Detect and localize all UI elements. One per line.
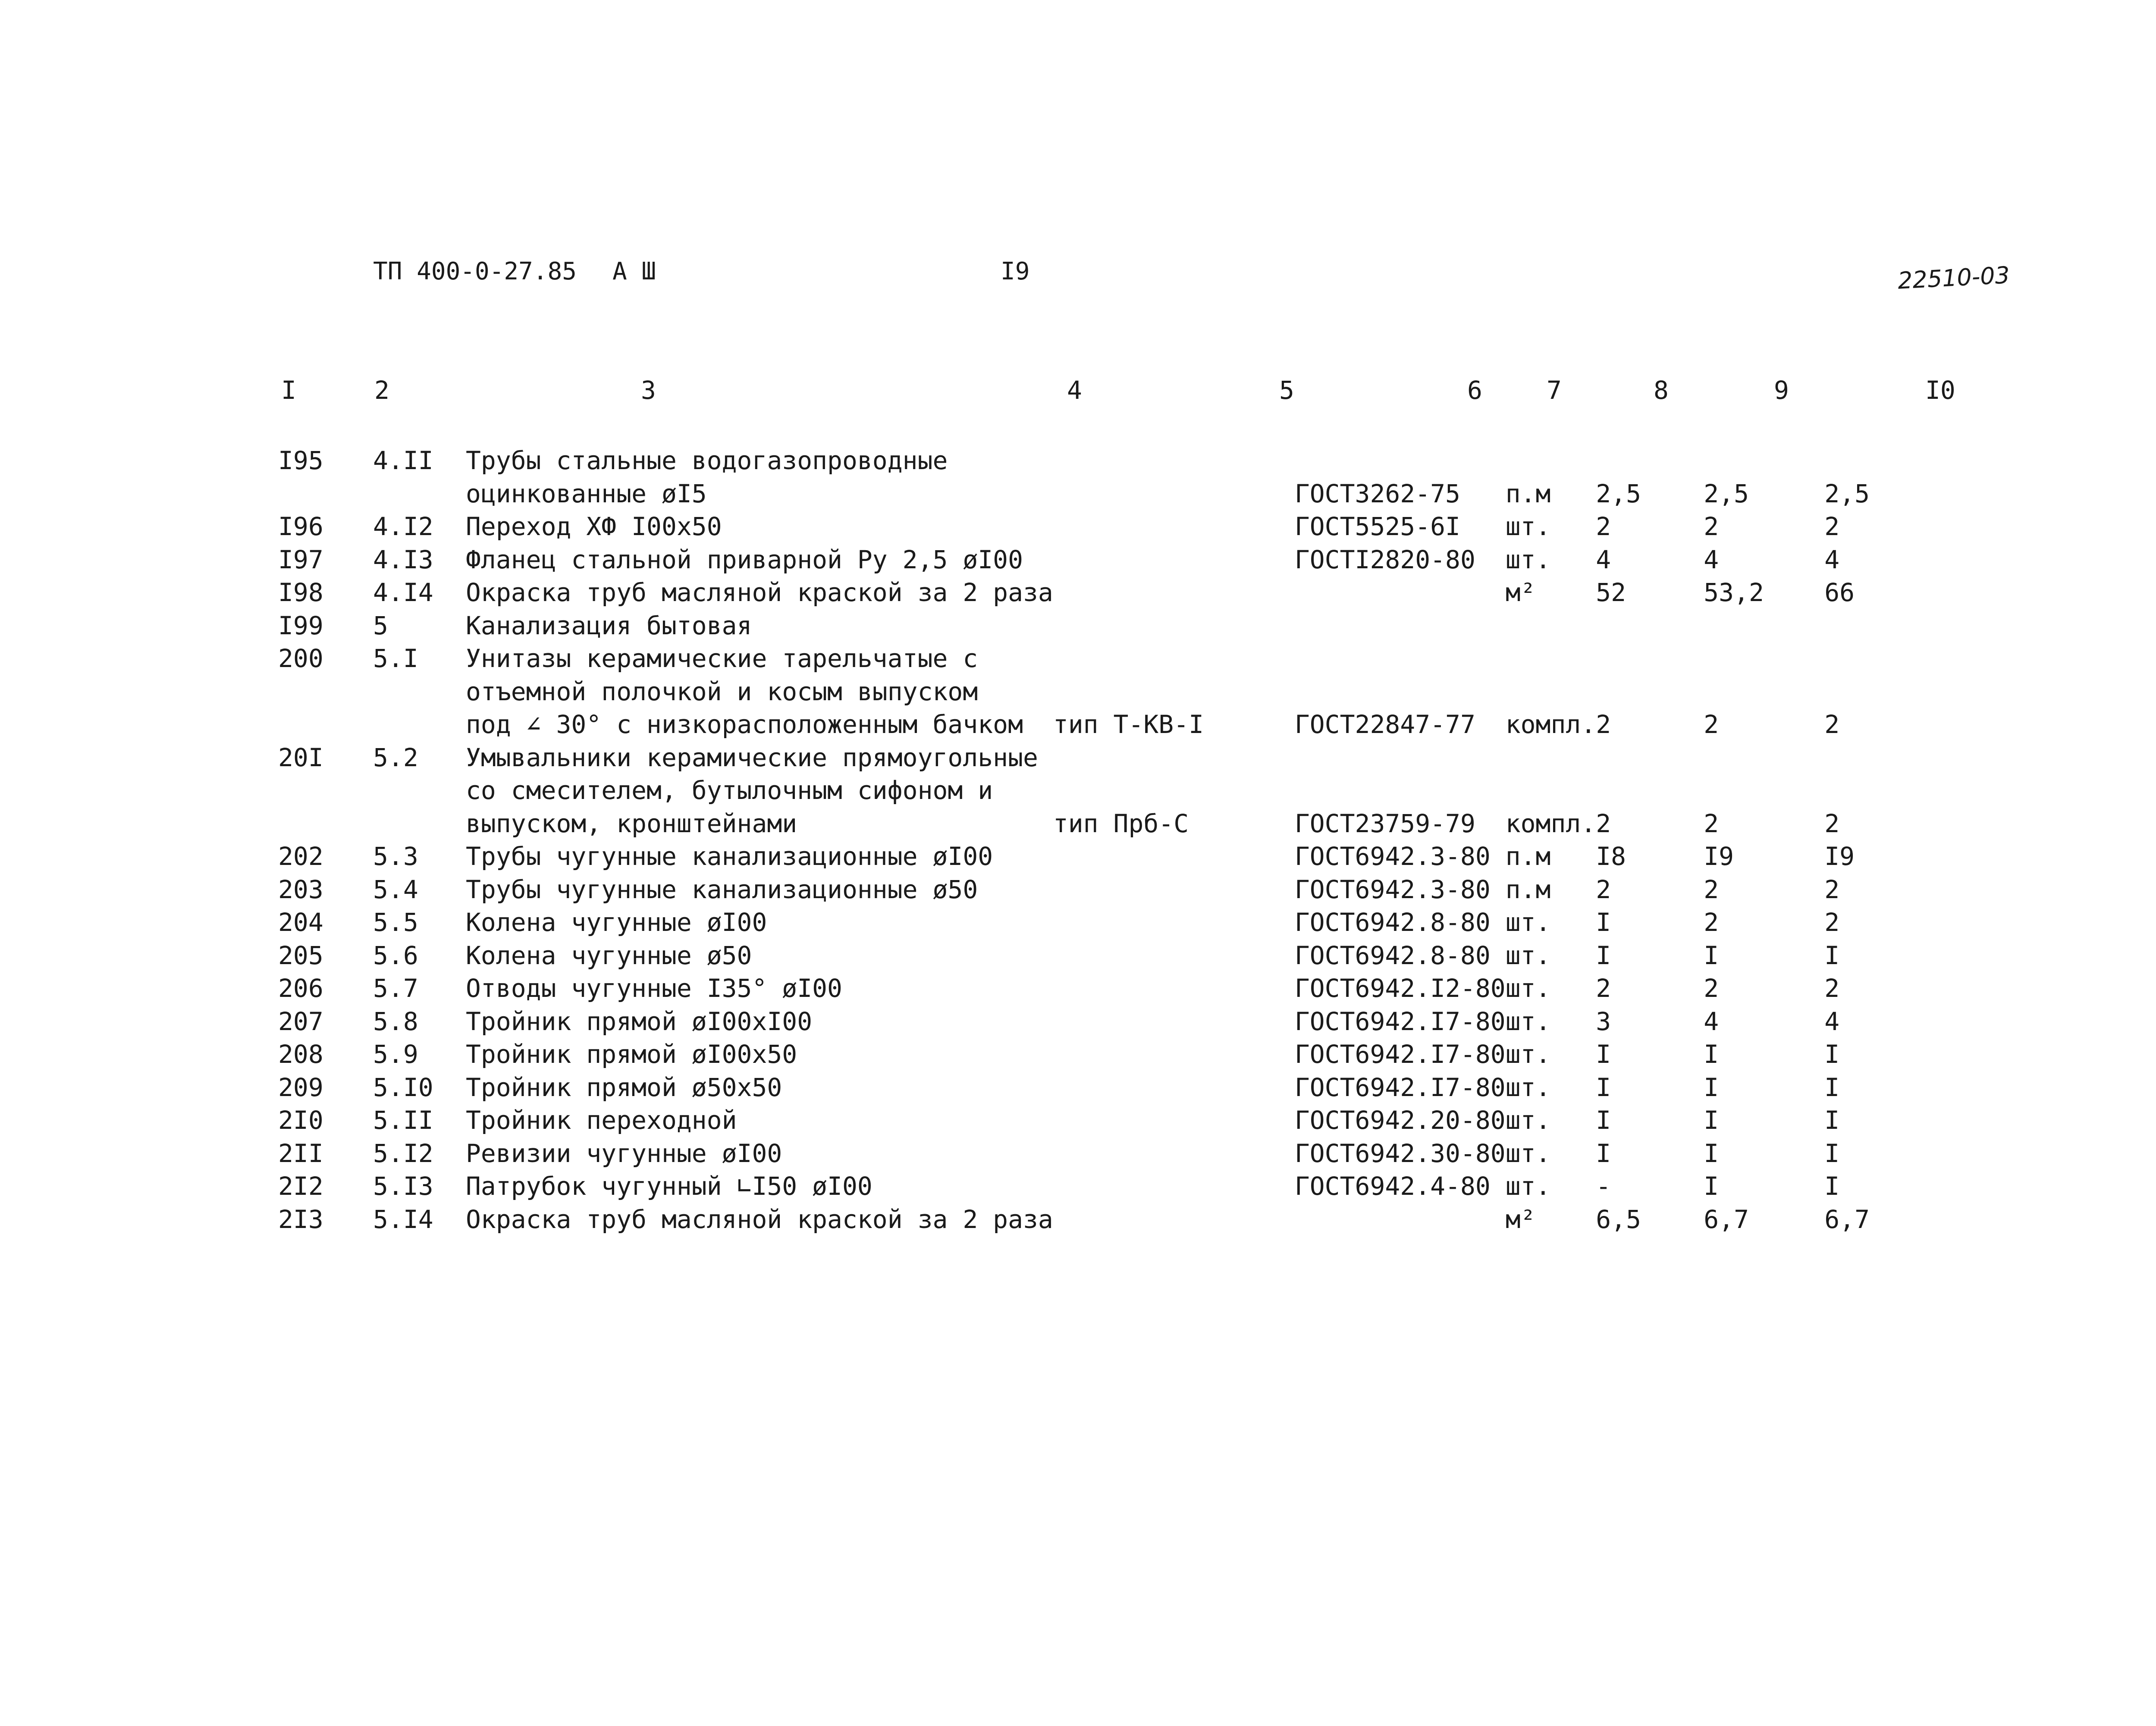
item-number-cell: 207	[278, 1006, 323, 1036]
quantity-7-cell	[1596, 774, 1704, 807]
table-row	[278, 510, 1954, 543]
quantity-9-cell: I	[1824, 1138, 1840, 1168]
unit-cell: шт.	[1505, 1040, 1551, 1069]
position-code-cell: 5.4	[373, 874, 418, 904]
item-type-cell	[1053, 774, 1295, 807]
item-type-cell	[1053, 444, 1295, 477]
table-row	[278, 1005, 1954, 1038]
standard-code-cell: ГОСТ6942.3-80	[1294, 842, 1491, 871]
standard-code-cell	[1295, 774, 1506, 807]
item-number-cell	[278, 807, 373, 840]
quantity-9-cell: 2	[1824, 808, 1840, 838]
position-code-cell: 5.9	[373, 1040, 418, 1069]
quantity-7-cell: I	[1596, 1106, 1611, 1135]
position-code-cell: 4.II	[373, 446, 433, 475]
quantity-8-cell: I	[1704, 940, 1719, 970]
quantity-9-cell: 2	[1824, 874, 1840, 904]
standard-code-cell: ГОСТ6942.3-80	[1294, 874, 1491, 904]
quantity-7-cell: -	[1596, 1172, 1611, 1201]
unit-cell: шт.	[1505, 1106, 1551, 1135]
quantity-8-cell	[1704, 642, 1824, 675]
unit-cell: п.м	[1505, 874, 1551, 904]
item-type-cell	[1053, 1038, 1295, 1071]
unit-cell: шт.	[1505, 512, 1551, 541]
item-type-cell	[1053, 741, 1295, 774]
item-type-cell	[1053, 642, 1295, 675]
quantity-8-cell	[1704, 774, 1824, 807]
item-name-cell: Тройник прямой ø50x50	[466, 1072, 782, 1102]
table-row	[278, 1203, 1954, 1236]
quantity-9-cell: I9	[1824, 842, 1855, 871]
table-row	[278, 1137, 1954, 1170]
table-row-continuation	[278, 774, 1954, 807]
page-number: I9	[1001, 257, 1030, 285]
position-code-cell: 5.I	[373, 644, 418, 673]
quantity-9-cell	[1824, 642, 1954, 675]
item-name-cell: под ∠ 30° с низкорасположенным бачком	[466, 710, 1023, 739]
position-code-cell	[373, 708, 466, 741]
standard-code-cell: ГОСТI2820-80	[1294, 545, 1475, 574]
quantity-9-cell	[1824, 675, 1954, 708]
item-name-cell: Тройник прямой øI00x50	[466, 1040, 797, 1069]
quantity-7-cell	[1596, 741, 1704, 774]
quantity-8-cell: I	[1704, 1040, 1719, 1069]
position-code-cell: 5.2	[373, 742, 418, 772]
quantity-8-cell: 2	[1704, 512, 1719, 541]
column-number: 3	[641, 376, 656, 405]
quantity-9-cell: 66	[1824, 578, 1855, 607]
item-type-cell	[1053, 1203, 1295, 1236]
item-type-cell: тип Прб-С	[1053, 808, 1189, 838]
standard-code-cell: ГОСТ5525-6I	[1294, 512, 1460, 541]
column-number: 5	[1279, 376, 1294, 405]
standard-code-cell: ГОСТ6942.I7-80	[1294, 1006, 1506, 1036]
position-code-cell: 5.I4	[373, 1204, 433, 1234]
table-row	[278, 642, 1954, 675]
quantity-7-cell: I	[1596, 1072, 1611, 1102]
item-type-cell	[1053, 510, 1295, 543]
quantity-9-cell: 2,5	[1824, 479, 1870, 508]
item-number-cell	[278, 774, 373, 807]
quantity-9-cell: I	[1824, 1172, 1840, 1201]
quantity-7-cell: 52	[1596, 578, 1626, 607]
unit-cell: шт.	[1505, 1138, 1551, 1168]
table-row	[278, 741, 1954, 774]
position-code-cell: 4.I2	[373, 512, 433, 541]
item-name-cell: со смесителем, бутылочным сифоном и	[466, 776, 993, 805]
unit-cell	[1506, 609, 1596, 642]
position-code-cell: 5.II	[373, 1106, 433, 1135]
item-name-cell: Колена чугунные ø50	[466, 940, 752, 970]
quantity-8-cell: I9	[1704, 842, 1734, 871]
column-number: 9	[1774, 376, 1789, 405]
item-name-cell: Унитазы керамические тарельчатые с	[466, 644, 978, 673]
position-code-cell: 5.I2	[373, 1138, 433, 1168]
quantity-8-cell: 53,2	[1704, 578, 1764, 607]
quantity-8-cell: 2,5	[1704, 479, 1749, 508]
item-name-cell: Трубы чугунные канализационные ø50	[466, 874, 978, 904]
quantity-7-cell	[1596, 642, 1704, 675]
column-number: 6	[1467, 376, 1482, 405]
table-row	[278, 873, 1954, 906]
quantity-8-cell: 2	[1704, 908, 1719, 937]
item-number-cell: I96	[278, 512, 323, 541]
quantity-7-cell: 3	[1596, 1006, 1611, 1036]
item-type-cell	[1053, 873, 1295, 906]
item-type-cell	[1053, 972, 1295, 1005]
item-number-cell: 205	[278, 940, 323, 970]
table-row	[278, 1104, 1954, 1137]
quantity-8-cell: 6,7	[1704, 1204, 1749, 1234]
quantity-9-cell: I	[1824, 940, 1840, 970]
item-name-cell: Окраска труб масляной краской за 2 раза	[466, 578, 1053, 607]
item-number-cell: 208	[278, 1040, 323, 1069]
column-number: 8	[1654, 376, 1669, 405]
quantity-9-cell: 4	[1824, 545, 1840, 574]
position-code-cell	[373, 477, 466, 511]
quantity-7-cell: I	[1596, 940, 1611, 970]
position-code-cell	[373, 807, 466, 840]
table-row	[278, 543, 1954, 576]
quantity-7-cell: I8	[1596, 842, 1626, 871]
standard-code-cell	[1295, 576, 1506, 609]
item-number-cell: I95	[278, 446, 323, 475]
quantity-8-cell	[1704, 609, 1824, 642]
column-number: 2	[374, 376, 389, 405]
item-type-cell	[1053, 939, 1295, 972]
table-row	[278, 1170, 1954, 1203]
unit-cell: п.м	[1505, 479, 1551, 508]
item-name-cell: Патрубок чугунный ∟I50 øI00	[466, 1172, 872, 1201]
quantity-7-cell	[1596, 444, 1704, 477]
standard-code-cell	[1295, 741, 1506, 774]
position-code-cell: 5.5	[373, 908, 418, 937]
standard-code-cell: ГОСТ6942.I7-80	[1294, 1072, 1506, 1102]
specification-body	[278, 444, 1954, 1236]
column-number: I0	[1925, 376, 1955, 405]
table-row	[278, 1038, 1954, 1071]
position-code-cell: 5.I0	[373, 1072, 433, 1102]
standard-code-cell: ГОСТ6942.I7-80	[1294, 1040, 1506, 1069]
quantity-7-cell: 2	[1596, 710, 1611, 739]
unit-cell: шт.	[1505, 974, 1551, 1003]
position-code-cell: 5.6	[373, 940, 418, 970]
specification-table	[278, 444, 1954, 1236]
column-number: I	[281, 376, 296, 405]
item-number-cell: 2I3	[278, 1204, 323, 1234]
table-row	[278, 972, 1954, 1005]
item-name-cell: Трубы стальные водогазопроводные	[466, 446, 948, 475]
standard-code-cell	[1295, 642, 1506, 675]
standard-code-cell	[1295, 444, 1506, 477]
standard-code-cell: ГОСТ6942.8-80	[1294, 908, 1491, 937]
unit-cell: м²	[1505, 578, 1536, 607]
unit-cell: компл.	[1505, 808, 1596, 838]
item-type-cell	[1053, 1104, 1295, 1137]
unit-cell	[1506, 444, 1596, 477]
table-row	[278, 1071, 1954, 1104]
position-code-cell: 4.I3	[373, 545, 433, 574]
unit-cell: м²	[1505, 1204, 1536, 1234]
unit-cell: п.м	[1505, 842, 1551, 871]
quantity-8-cell: 4	[1704, 545, 1719, 574]
quantity-9-cell: I	[1824, 1106, 1840, 1135]
table-row-continuation	[278, 807, 1954, 840]
quantity-8-cell: 2	[1704, 874, 1719, 904]
item-number-cell: 209	[278, 1072, 323, 1102]
item-type-cell	[1053, 906, 1295, 939]
quantity-8-cell: I	[1704, 1106, 1719, 1135]
item-type-cell	[1053, 477, 1295, 511]
standard-code-cell: ГОСТ3262-75	[1294, 479, 1460, 508]
album-section: А Ш	[612, 257, 656, 285]
quantity-8-cell	[1704, 444, 1824, 477]
item-number-cell: 2I2	[278, 1172, 323, 1201]
position-code-cell: 4.I4	[373, 578, 433, 607]
item-type-cell	[1053, 543, 1295, 576]
column-number: 7	[1547, 376, 1562, 405]
quantity-7-cell: I	[1596, 1040, 1611, 1069]
unit-cell	[1506, 741, 1596, 774]
quantity-9-cell	[1824, 774, 1954, 807]
unit-cell	[1506, 642, 1596, 675]
quantity-9-cell	[1824, 741, 1954, 774]
unit-cell: компл.	[1505, 710, 1596, 739]
quantity-9-cell: 2	[1824, 512, 1840, 541]
standard-code-cell	[1295, 675, 1506, 708]
item-name-cell: Фланец стальной приварной Ру 2,5 øI00	[466, 545, 1023, 574]
item-number-cell: I99	[278, 611, 323, 640]
item-name-cell: Умывальники керамические прямоугольные	[466, 742, 1038, 772]
item-name-cell: Колена чугунные øI00	[466, 908, 767, 937]
standard-code-cell: ГОСТ23759-79	[1294, 808, 1475, 838]
quantity-7-cell: I	[1596, 1138, 1611, 1168]
quantity-8-cell: 4	[1704, 1006, 1719, 1036]
item-number-cell: 200	[278, 644, 323, 673]
table-row-continuation	[278, 708, 1954, 741]
item-name-cell: оцинкованные øI5	[466, 479, 707, 508]
quantity-8-cell: 2	[1704, 974, 1719, 1003]
column-number: 4	[1067, 376, 1082, 405]
quantity-9-cell: 2	[1824, 908, 1840, 937]
table-row	[278, 840, 1954, 873]
item-name-cell: Канализация бытовая	[466, 611, 752, 640]
inventory-stamp: 22510-03	[1897, 261, 2011, 294]
unit-cell: шт.	[1505, 1006, 1551, 1036]
item-type-cell	[1053, 675, 1295, 708]
quantity-7-cell: 2,5	[1596, 479, 1641, 508]
quantity-7-cell: I	[1596, 908, 1611, 937]
position-code-cell: 5.8	[373, 1006, 418, 1036]
item-number-cell	[278, 675, 373, 708]
item-number-cell	[278, 708, 373, 741]
quantity-7-cell: 4	[1596, 545, 1611, 574]
item-type-cell	[1053, 1071, 1295, 1104]
item-name-cell: Ревизии чугунные øI00	[466, 1138, 782, 1168]
quantity-9-cell: 6,7	[1824, 1204, 1870, 1234]
unit-cell: шт.	[1505, 1172, 1551, 1201]
item-number-cell	[278, 477, 373, 511]
quantity-9-cell: I	[1824, 1040, 1840, 1069]
item-number-cell: 20I	[278, 742, 323, 772]
standard-code-cell: ГОСТ6942.I2-80	[1294, 974, 1506, 1003]
item-number-cell: 203	[278, 874, 323, 904]
table-row	[278, 576, 1954, 609]
item-type-cell	[1053, 609, 1295, 642]
item-name-cell: Отводы чугунные I35° øI00	[466, 974, 842, 1003]
quantity-8-cell: 2	[1704, 710, 1719, 739]
item-number-cell: 2II	[278, 1138, 323, 1168]
item-name-cell: Окраска труб масляной краской за 2 раза	[466, 1204, 1053, 1234]
item-name-cell: отъемной полочкой и косым выпуском	[466, 677, 978, 706]
quantity-9-cell: I	[1824, 1072, 1840, 1102]
position-code-cell: 5.3	[373, 842, 418, 871]
item-type-cell	[1053, 1137, 1295, 1170]
standard-code-cell	[1295, 1203, 1506, 1236]
quantity-8-cell: I	[1704, 1138, 1719, 1168]
standard-code-cell: ГОСТ6942.30-80	[1294, 1138, 1506, 1168]
table-row-continuation	[278, 477, 1954, 511]
position-code-cell: 5	[373, 611, 388, 640]
quantity-9-cell: 2	[1824, 710, 1840, 739]
item-type-cell	[1053, 1005, 1295, 1038]
quantity-8-cell	[1704, 741, 1824, 774]
quantity-7-cell: 2	[1596, 512, 1611, 541]
item-type-cell	[1053, 840, 1295, 873]
unit-cell	[1506, 675, 1596, 708]
position-code-cell	[373, 675, 466, 708]
table-row	[278, 906, 1954, 939]
item-number-cell: 202	[278, 842, 323, 871]
item-type-cell	[1053, 576, 1295, 609]
table-row	[278, 444, 1954, 477]
quantity-7-cell: 6,5	[1596, 1204, 1641, 1234]
quantity-8-cell	[1704, 675, 1824, 708]
unit-cell: шт.	[1505, 1072, 1551, 1102]
quantity-7-cell	[1596, 675, 1704, 708]
item-name-cell: Тройник переходной	[466, 1106, 737, 1135]
quantity-9-cell	[1824, 444, 1954, 477]
standard-code-cell: ГОСТ22847-77	[1294, 710, 1475, 739]
unit-cell: шт.	[1505, 545, 1551, 574]
quantity-7-cell: 2	[1596, 874, 1611, 904]
standard-code-cell: ГОСТ6942.8-80	[1294, 940, 1491, 970]
quantity-8-cell: I	[1704, 1072, 1719, 1102]
unit-cell	[1506, 774, 1596, 807]
quantity-8-cell: I	[1704, 1172, 1719, 1201]
standard-code-cell	[1295, 609, 1506, 642]
table-row-continuation	[278, 675, 1954, 708]
standard-code-cell: ГОСТ6942.4-80	[1294, 1172, 1491, 1201]
item-name-cell: выпуском, кронштейнами	[466, 808, 797, 838]
quantity-7-cell: 2	[1596, 808, 1611, 838]
item-number-cell: 206	[278, 974, 323, 1003]
quantity-9-cell: 4	[1824, 1006, 1840, 1036]
table-row	[278, 609, 1954, 642]
unit-cell: шт.	[1505, 940, 1551, 970]
item-name-cell: Тройник прямой øI00xI00	[466, 1006, 813, 1036]
document-code: ТП 400-0-27.85	[373, 257, 577, 285]
item-name-cell: Трубы чугунные канализационные øI00	[466, 842, 993, 871]
item-number-cell: I97	[278, 545, 323, 574]
item-type-cell	[1053, 1170, 1295, 1203]
quantity-8-cell: 2	[1704, 808, 1719, 838]
item-number-cell: I98	[278, 578, 323, 607]
quantity-7-cell	[1596, 609, 1704, 642]
table-row	[278, 939, 1954, 972]
quantity-9-cell	[1824, 609, 1954, 642]
position-code-cell: 5.I3	[373, 1172, 433, 1201]
quantity-7-cell: 2	[1596, 974, 1611, 1003]
item-number-cell: 2I0	[278, 1106, 323, 1135]
item-type-cell: тип Т-КВ-I	[1053, 710, 1204, 739]
quantity-9-cell: 2	[1824, 974, 1840, 1003]
unit-cell: шт.	[1505, 908, 1551, 937]
position-code-cell: 5.7	[373, 974, 418, 1003]
item-number-cell: 204	[278, 908, 323, 937]
item-name-cell: Переход ХФ I00x50	[466, 512, 722, 541]
standard-code-cell: ГОСТ6942.20-80	[1294, 1106, 1506, 1135]
position-code-cell	[373, 774, 466, 807]
